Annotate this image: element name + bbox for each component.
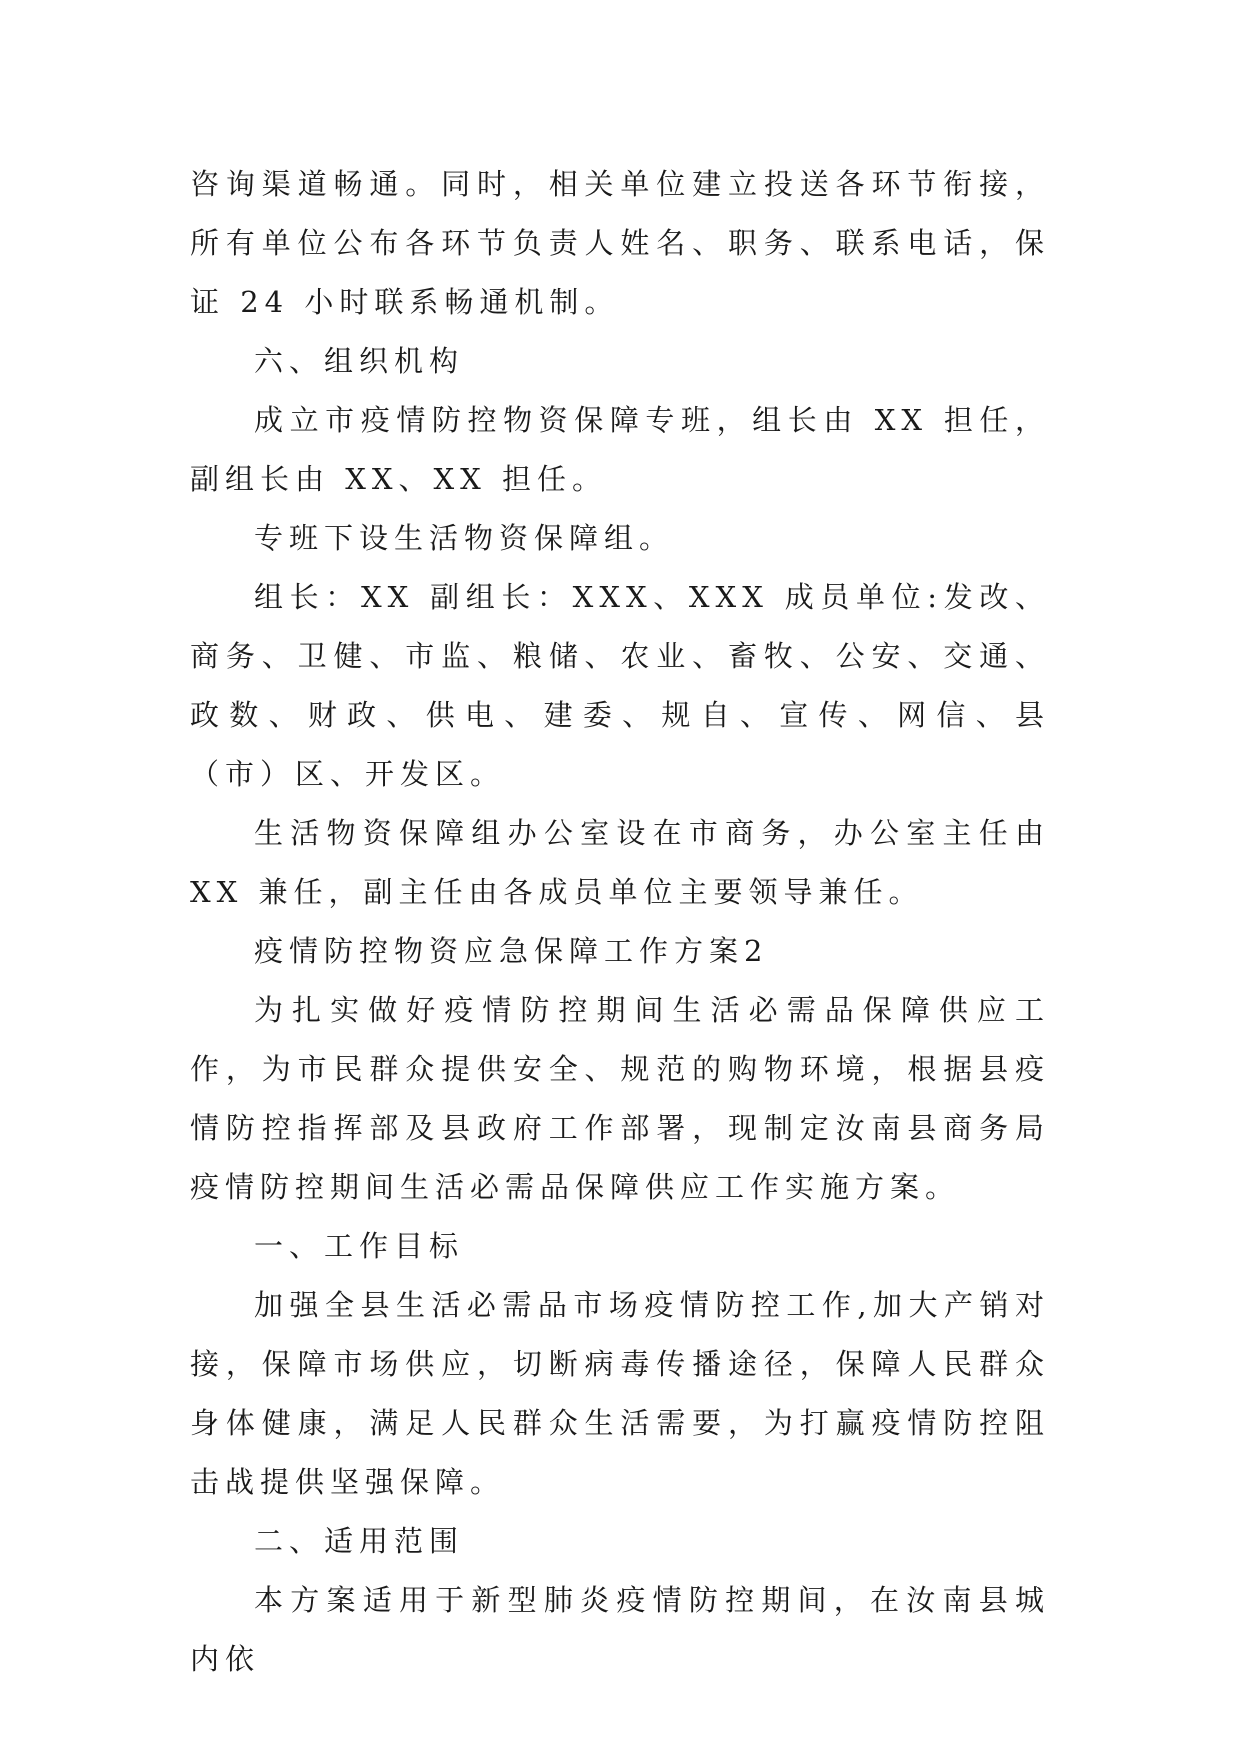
paragraph-office: 生活物资保障组办公室设在市商务，办公室主任由 XX 兼任，副主任由各成员单位主要领导兼任。 (190, 816, 1050, 909)
heading-section-six-organization: 六、组织机构 (254, 344, 465, 378)
heading-section-two-scope: 二、适用范围 (254, 1524, 465, 1558)
paragraph-subgroup: 专班下设生活物资保障组。 (254, 521, 675, 555)
document-body (190, 155, 1050, 1689)
document-title-plan-2: 疫情防控物资应急保障工作方案2 (254, 934, 769, 968)
paragraph-scope: 本方案适用于新型肺炎疫情防控期间，在汝南县城内依 (190, 1583, 1050, 1676)
paragraph-group-members: 组长：XX 副组长：XXX、XXX 成员单位:发改、商务、卫健、市监、粮储、农业、畜牧、公安、交通、政数、财政、供电、建委、规自、宣传、网信、县（市）区、开发区。 (190, 580, 1050, 791)
paragraph-plan-purpose: 为扎实做好疫情防控期间生活必需品保障供应工作，为市民群众提供安全、规范的购物环境，根据县疫情防控指挥部及县政府工作部署，现制定汝南县商务局疫情防控期间生活必需品保障供应工作实施方案。 (190, 993, 1050, 1204)
paragraph-continued-contact-channels: 咨询渠道畅通。同时，相关单位建立投送各环节衔接，所有单位公布各环节负责人姓名、职务、联系电话，保证 24 小时联系畅通机制。 (190, 167, 1050, 319)
heading-section-one-goal: 一、工作目标 (254, 1229, 465, 1263)
paragraph-goal: 加强全县生活必需品市场疫情防控工作,加大产销对接，保障市场供应，切断病毒传播途径，保障人民群众身体健康，满足人民群众生活需要，为打赢疫情防控阻击战提供坚强保障。 (190, 1288, 1050, 1499)
paragraph-task-force: 成立市疫情防控物资保障专班，组长由 XX 担任，副组长由 XX、XX 担任。 (190, 403, 1050, 496)
